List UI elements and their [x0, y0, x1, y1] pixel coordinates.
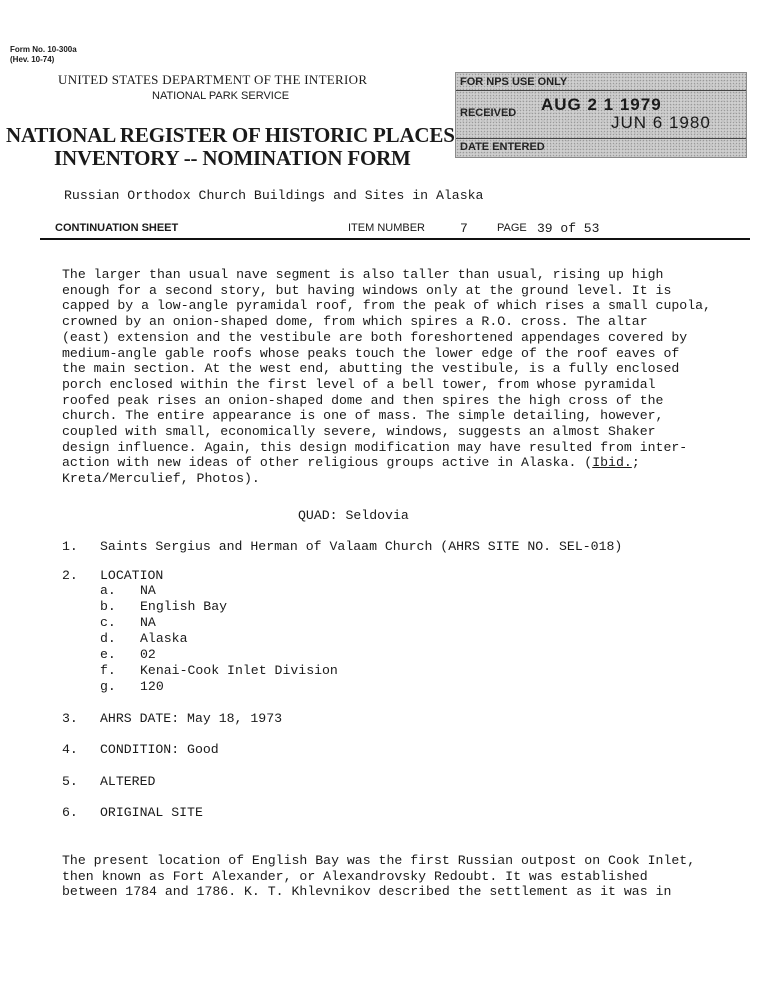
form-title-line2: INVENTORY -- NOMINATION FORM [54, 146, 411, 170]
item-number-value: 7 [460, 221, 468, 236]
continuation-sheet-label: CONTINUATION SHEET [55, 222, 179, 234]
item-number: 1. [62, 539, 78, 554]
item-1 [62, 539, 622, 554]
item-3 [62, 711, 282, 726]
item-text: Saints Sergius and Herman of Valaam Church (AHRS SITE NO. SEL-018) [100, 539, 623, 554]
item-text: ALTERED [100, 774, 156, 789]
ibid-citation: Ibid. [592, 455, 632, 471]
paragraph-line: church. The entire appearance is one of mass. The simple detailing, however, [62, 408, 664, 424]
paragraph-line-with-citation [62, 455, 752, 471]
stamp-divider-bottom [456, 138, 746, 139]
service-name: NATIONAL PARK SERVICE [152, 90, 290, 102]
item-number: 3. [62, 711, 78, 726]
paragraph-line: enough for a second story, but having windows only at the ground level. It is [62, 282, 672, 298]
location-key: f. [100, 663, 116, 678]
department-name: UNITED STATES DEPARTMENT OF THE INTERIOR [58, 72, 368, 87]
item-5 [62, 774, 155, 789]
page-value: 39 of 53 [537, 221, 600, 236]
form-title [6, 124, 455, 170]
subject-line: Russian Orthodox Church Buildings and Sites in Alaska [64, 188, 484, 203]
item-number: 6. [62, 805, 78, 820]
location-value: NA [140, 615, 156, 630]
paragraph-line: between 1784 and 1786. K. T. Khlevnikov described the settlement as it was in [62, 884, 672, 900]
item-number: 5. [62, 774, 78, 789]
received-label: RECEIVED [460, 107, 517, 119]
nps-use-label: FOR NPS USE ONLY [460, 76, 568, 88]
stamp-divider-top [456, 90, 746, 91]
form-title-line1: NATIONAL REGISTER OF HISTORIC PLACES [6, 123, 455, 147]
nps-use-stamp-box [455, 72, 747, 158]
location-value: Kenai-Cook Inlet Division [140, 663, 338, 678]
second-date-stamp: JUN 6 1980 [611, 113, 711, 132]
item-number: 2. [62, 568, 78, 583]
location-key: e. [100, 647, 116, 662]
page-label: PAGE [497, 222, 527, 234]
location-key: g. [100, 679, 116, 694]
date-entered-label: DATE ENTERED [460, 141, 545, 153]
quad-heading: QUAD: Seldovia [298, 508, 409, 523]
paragraph-line: capped by a low-angle pyramidal roof, from the peak of which rises a small cupola, [62, 298, 711, 314]
location-row [100, 631, 338, 647]
location-key: d. [100, 631, 116, 646]
location-key: c. [100, 615, 116, 630]
location-row [100, 615, 338, 631]
paragraph-line: then known as Fort Alexander, or Alexandrovsky Redoubt. It was established [62, 868, 648, 884]
item-number-label: ITEM NUMBER [348, 222, 425, 234]
item-text: ORIGINAL SITE [100, 805, 203, 820]
location-value: NA [140, 583, 156, 598]
paragraph-line: The larger than usual nave segment is also taller than usual, rising up high [62, 267, 664, 282]
item-text: LOCATION [100, 568, 164, 583]
location-sublist [100, 583, 338, 695]
location-value: 02 [140, 647, 156, 662]
location-value: English Bay [140, 599, 228, 614]
form-revision-line: (Hev. 10-74) [10, 55, 55, 64]
item-6 [62, 805, 203, 820]
form-number [10, 45, 77, 65]
location-row [100, 647, 338, 663]
location-row [100, 679, 338, 695]
item-text: AHRS DATE: May 18, 1973 [100, 711, 283, 726]
location-key: b. [100, 599, 116, 614]
paragraph-line: medium-angle gable roofs whose peaks touch the lower edge of the roof eaves of [62, 345, 680, 361]
header-rule [40, 238, 750, 240]
item-4 [62, 742, 219, 757]
item-number: 4. [62, 742, 78, 757]
paragraph-line: the main section. At the west end, abutting the vestibule, is a fully enclosed [62, 361, 680, 377]
paragraph-line: (east) extension and the vestibule are both foreshortened appendages covered by [62, 329, 688, 345]
paragraph-line: Kreta/Merculief, Photos). [62, 471, 260, 487]
received-date-stamp: AUG 2 1 1979 [541, 95, 662, 114]
location-value: Alaska [140, 631, 188, 646]
item-2 [62, 568, 163, 583]
history-paragraph [62, 853, 752, 900]
paragraph-line: The present location of English Bay was the first Russian outpost on Cook Inlet, [62, 853, 696, 868]
paragraph-line: design influence. Again, this design modification may have resulted from inter- [62, 439, 688, 455]
item-text: CONDITION: Good [100, 742, 219, 757]
location-row [100, 663, 338, 679]
paragraph-line: porch enclosed within the first level of a bell tower, from whose pyramidal [62, 376, 656, 392]
location-row [100, 599, 338, 615]
location-row [100, 583, 338, 599]
location-value: 120 [140, 679, 164, 694]
paragraph-line: crowned by an onion-shaped dome, from which spires a R.O. cross. The altar [62, 314, 648, 330]
form-number-line: Form No. 10-300a [10, 45, 77, 54]
paragraph-line: roofed peak rises an onion-shaped dome and then spires the high cross of the [62, 392, 664, 408]
location-key: a. [100, 583, 116, 598]
description-paragraph [62, 267, 752, 487]
paragraph-line-text: action with new ideas of other religious groups active in Alaska. ( [62, 455, 593, 471]
ibid-citation-tail: ; [631, 455, 640, 471]
paragraph-line: coupled with small, economically severe, windows, suggests an almost Shaker [62, 424, 656, 440]
